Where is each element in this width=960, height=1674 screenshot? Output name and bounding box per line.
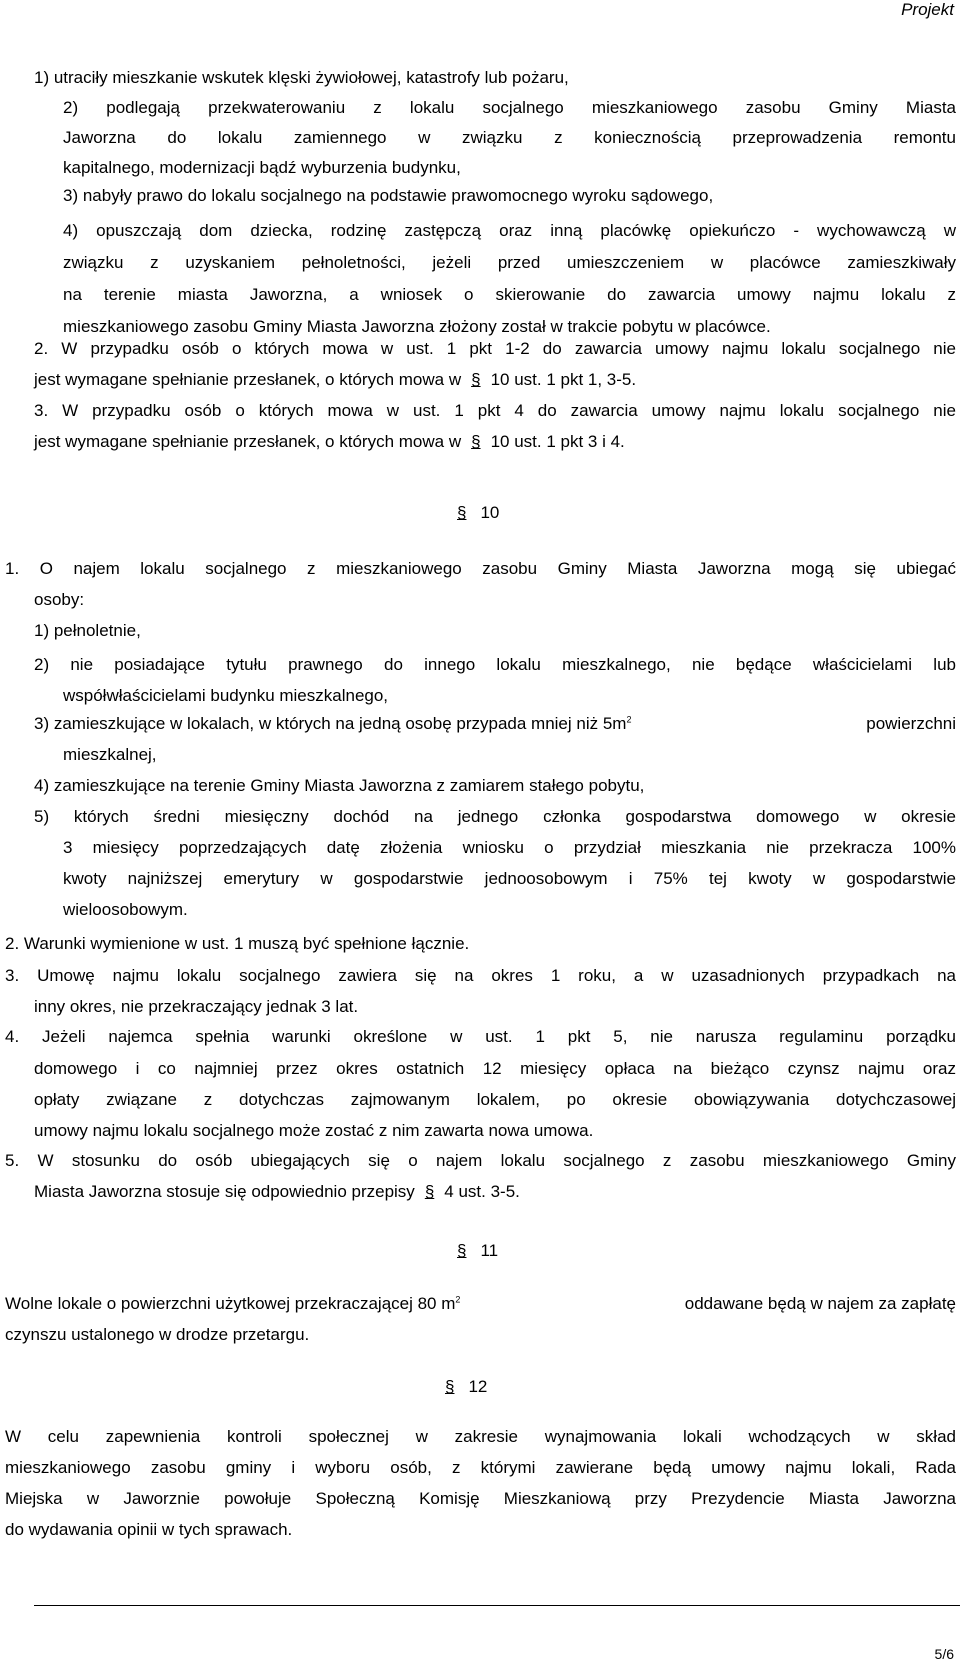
list-item: 4) zamieszkujące na terenie Gminy Miasta Jaworzna z zamiarem stałego pobytu, — [34, 776, 645, 795]
text-span: jest wymagane spełnianie przesłanek, o których mowa w — [34, 370, 462, 389]
text-line: kwoty najniższej emerytury w gospodarstwie jednoosobowym i 75% tej kwoty w gospodarstwie — [63, 869, 956, 888]
list-item: 1) pełnoletnie, — [34, 621, 141, 640]
section-heading — [457, 503, 499, 523]
text-span: powierzchni — [866, 714, 956, 733]
text-line: inny okres, nie przekraczający jednak 3 lat. — [34, 997, 359, 1016]
text-span: 10 ust. 1 pkt 3 i 4. — [490, 432, 625, 451]
text-line: związku z uzyskaniem pełnoletności, jeżeli przed umieszczeniem w placówce zamieszkiwały — [63, 253, 956, 272]
text-line: na terenie miasta Jaworzna, a wniosek o skierowanie do zawarcia umowy najmu lokalu z — [63, 285, 956, 304]
section-sign: § — [424, 1182, 435, 1201]
section-number: 12 — [468, 1377, 488, 1396]
text-span: jest wymagane spełnianie przesłanek, o których mowa w — [34, 432, 462, 451]
text-span — [34, 714, 631, 734]
section-sign: § — [445, 1377, 455, 1396]
text-line: Jaworzna do lokalu zamiennego w związku z koniecznością przeprowadzenia remontu — [63, 128, 956, 147]
header-label: Projekt — [901, 0, 954, 19]
list-item — [34, 649, 956, 711]
text-line: kapitalnego, modernizacji bądź wyburzenia budynku, — [63, 158, 461, 177]
text-line: 4) opuszczają dom dziecka, rodzinę zastępczą oraz inną placówkę opiekuńczo - wychowawczą w — [63, 221, 956, 240]
text-line — [34, 1182, 520, 1202]
text-line: 2) podlegają przekwaterowaniu z lokalu socjalnego mieszkaniowego zasobu Gminy Miasta — [63, 98, 956, 117]
list-item: 5) których średni miesięczny dochód na jednego członka gospodarstwa domowego w okresie — [34, 807, 956, 826]
paragraph — [5, 553, 956, 615]
text-line: Miejska w Jaworznie powołuje Społeczną Komisję Mieszkaniową przy Prezydencie Miasta Jaworzna — [5, 1489, 956, 1508]
section-number: 11 — [480, 1241, 499, 1260]
text-line: współwłaścicielami budynku mieszkalnego, — [63, 686, 389, 705]
text-span: Miasta Jaworzna stosuje się odpowiednio przepisy — [34, 1182, 415, 1201]
text-line — [34, 370, 636, 390]
page-number: 5/6 — [934, 1646, 954, 1662]
paragraph — [5, 1421, 956, 1545]
text-line: 2) nie posiadające tytułu prawnego do innego lokalu mieszkalnego, nie będące właścicielami lub — [34, 655, 956, 674]
text-line: 2. W przypadku osób o których mowa w ust. 1 pkt 1-2 do zawarcia umowy najmu lokalu socjalnego nie — [34, 339, 956, 358]
paragraph — [5, 960, 956, 1022]
text-line: 3 miesięcy poprzedzających datę złożenia wniosku o przydział mieszkania nie przekracza 100% — [63, 838, 956, 857]
text-line: mieszkaniowego zasobu gminy i wyboru osób, z którymi zawierane będą umowy najmu lokali, Rada — [5, 1458, 956, 1477]
text-span: 10 ust. 1 pkt 1, 3-5. — [490, 370, 637, 389]
text-line — [5, 1294, 956, 1314]
text-line: 1. O najem lokalu socjalnego z mieszkaniowego zasobu Gminy Miasta Jaworzna mogą się ubiegać — [5, 559, 956, 578]
text-span — [5, 1294, 460, 1314]
text-line: osoby: — [34, 590, 85, 609]
text-line: wieloosobowym. — [63, 900, 188, 919]
paragraph — [63, 215, 956, 343]
text-line — [34, 432, 625, 452]
paragraph — [34, 1053, 956, 1146]
text-span: Wolne lokale o powierzchni użytkowej przekraczającej 80 m — [5, 1294, 456, 1313]
text-line: 3. W przypadku osób o których mowa w ust. 1 pkt 4 do zawarcia umowy najmu lokalu socjalnego nie — [34, 401, 956, 420]
section-sign: § — [471, 432, 481, 451]
text-span: 4 ust. 3-5. — [444, 1182, 520, 1201]
text-line: do wydawania opinii w tych sprawach. — [5, 1520, 293, 1539]
text-span: 3) zamieszkujące w lokalach, w których na jedną osobę przypada mniej niż 5m — [34, 714, 627, 733]
section-number: 10 — [480, 503, 500, 522]
text-line: 3. Umowę najmu lokalu socjalnego zawiera się na okres 1 roku, a w uzasadnionych przypadkach na — [5, 966, 956, 985]
text-line: opłaty związane z dotychczas zajmowanym lokalem, po okresie obowiązywania dotychczasowej — [34, 1090, 956, 1109]
text-span: oddawane będą w najem za zapłatę — [684, 1294, 956, 1313]
paragraph: 4. Jeżeli najemca spełnia warunki określone w ust. 1 pkt 5, nie narusza regulaminu porządku — [5, 1027, 956, 1046]
paragraph — [63, 832, 956, 925]
footer-rule — [34, 1605, 960, 1606]
section-sign: § — [471, 370, 481, 389]
section-sign: § — [457, 1241, 467, 1260]
superscript: 2 — [455, 1294, 461, 1305]
text-line: domowego i co najmniej przez okres ostatnich 12 miesięcy opłaca na bieżąco czynsz najmu oraz — [34, 1059, 956, 1078]
text-line: umowy najmu lokalu socjalnego może zostać z nim zawarta nowa umowa. — [34, 1121, 594, 1140]
text-line: mieszkaniowego zasobu Gminy Miasta Jaworzna złożony został w trakcie pobytu w placówce. — [63, 317, 771, 336]
section-sign: § — [457, 503, 467, 522]
text-line: czynszu ustalonego w drodze przetargu. — [5, 1325, 310, 1344]
section-heading — [445, 1377, 487, 1397]
text-line: W celu zapewnienia kontroli społecznej w zakresie wynajmowania lokali wchodzących w skład — [5, 1427, 956, 1446]
superscript: 2 — [626, 714, 632, 725]
paragraph: 5. W stosunku do osób ubiegających się o najem lokalu socjalnego z zasobu mieszkaniowego Gminy — [5, 1151, 956, 1170]
list-item — [34, 714, 956, 734]
text-line: 1) utraciły mieszkanie wskutek klęski żywiołowej, katastrofy lub pożaru, — [34, 68, 569, 87]
paragraph — [63, 93, 956, 183]
section-heading — [457, 1241, 498, 1261]
text-line: 3) nabyły prawo do lokalu socjalnego na podstawie prawomocnego wyroku sądowego, — [63, 186, 714, 205]
text-line: mieszkalnej, — [63, 745, 157, 764]
paragraph: 2. Warunki wymienione w ust. 1 muszą być spełnione łącznie. — [5, 934, 470, 953]
